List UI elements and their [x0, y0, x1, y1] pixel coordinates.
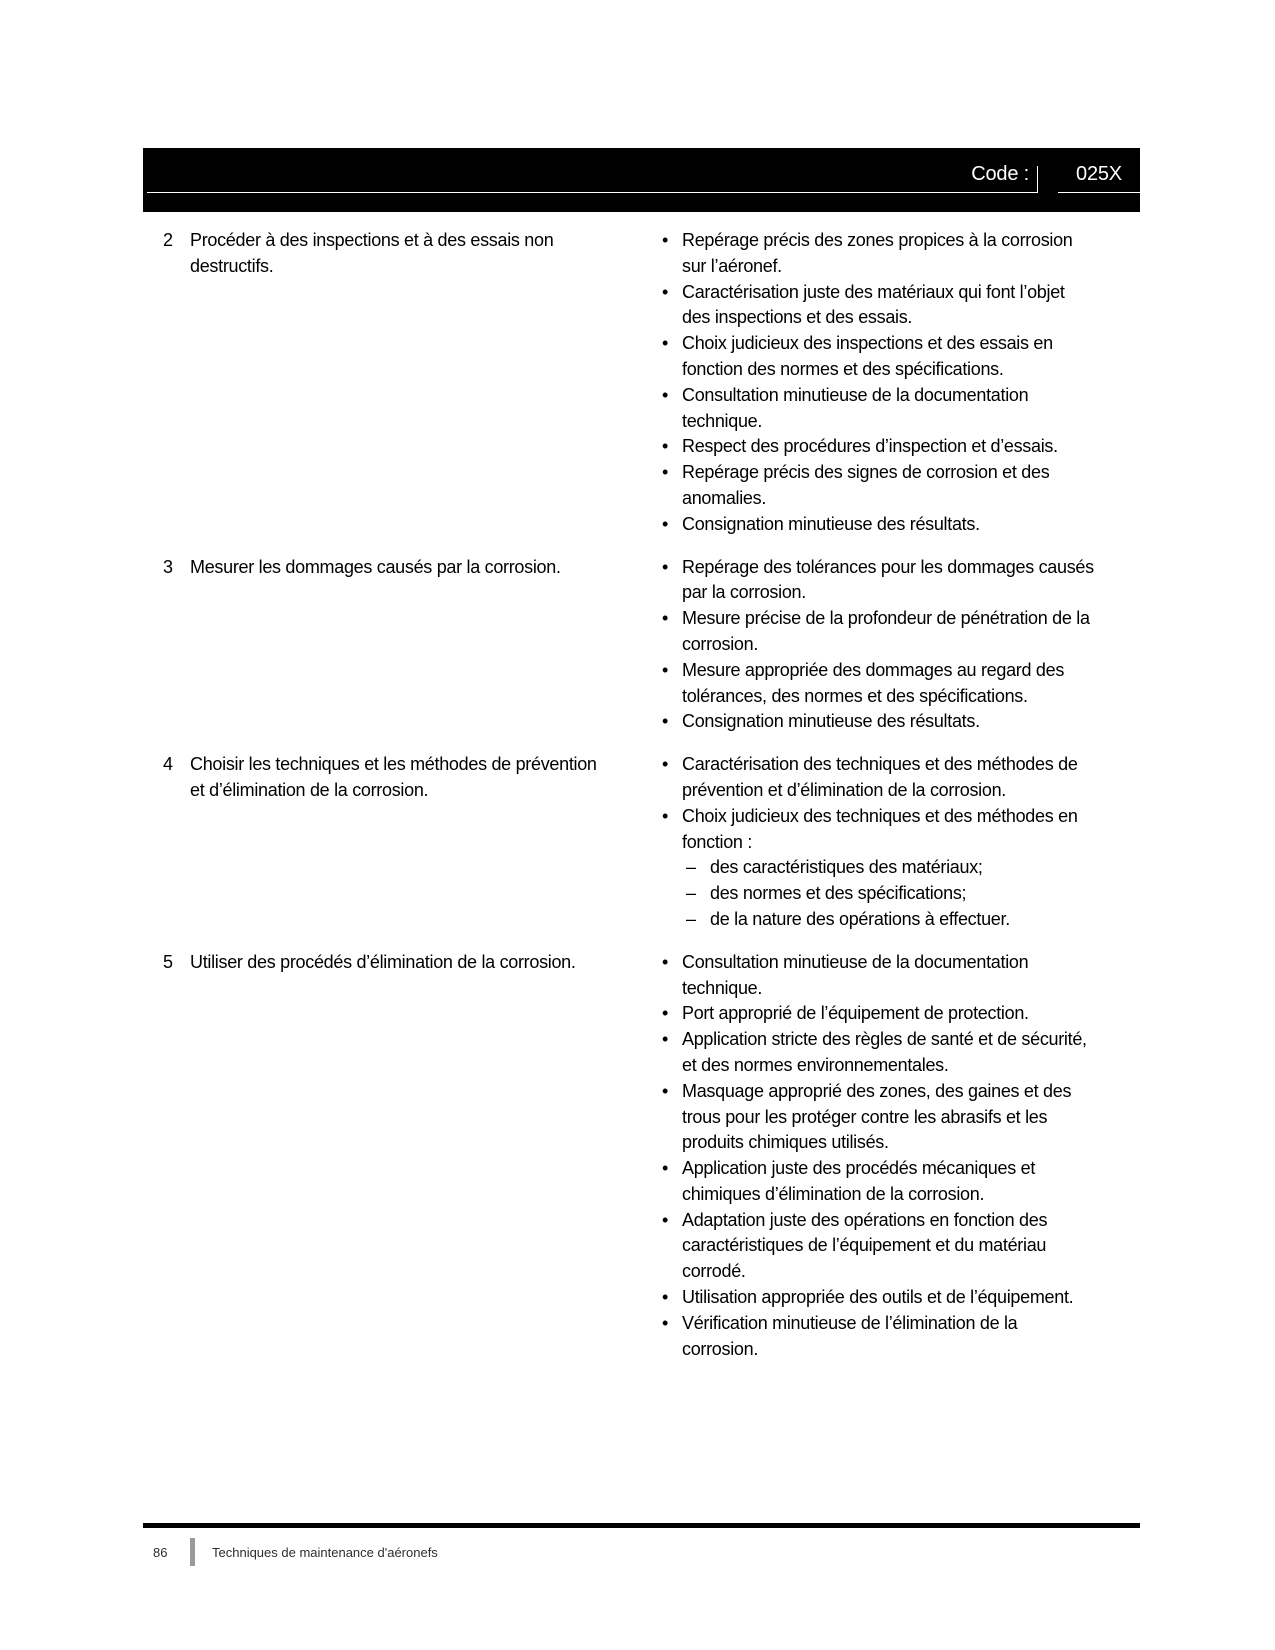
page-number: 86 [153, 1544, 168, 1560]
criterion-item: • Consultation minutieuse de la documentation technique. [660, 950, 1094, 1002]
task-cell [143, 752, 620, 933]
criterion-item: • Repérage précis des signes de corrosion et des anomalies. [660, 460, 1094, 512]
code-header-bar [143, 148, 1140, 212]
task-number: 4 [163, 754, 173, 775]
code-underline [147, 192, 1037, 193]
criteria-list [620, 228, 1094, 538]
criterion-item: • Utilisation appropriée des outils et de l’équipement. [660, 1285, 1094, 1311]
criterion-item: • Repérage précis des zones propices à la corrosion sur l’aéronef. [660, 228, 1094, 280]
criterion-sublist [682, 855, 1094, 932]
criterion-subitem: – des normes et des spécifications; [686, 881, 1094, 907]
criteria-list [620, 555, 1094, 736]
criteria-cell [620, 228, 1140, 538]
criterion-item: • Choix judicieux des techniques et des méthodes en fonction : – des caractéristiques des matériaux; – des normes et des spécifications; – de la nature des opérations à effectuer. [660, 804, 1094, 933]
criterion-item: • Respect des procédures d’inspection et d’essais. [660, 434, 1094, 460]
criterion-item: • Repérage des tolérances pour les dommages causés par la corrosion. [660, 555, 1094, 607]
criterion-item: • Port approprié de l’équipement de protection. [660, 1001, 1094, 1027]
task-row [143, 555, 1140, 736]
task-text: Utiliser des procédés d’élimination de la corrosion. [190, 951, 576, 972]
criteria-list [620, 752, 1094, 933]
criterion-item: • Choix judicieux des inspections et des essais en fonction des normes et des spécifications. [660, 331, 1094, 383]
criteria-cell [620, 752, 1140, 933]
criterion-item: • Consignation minutieuse des résultats. [660, 709, 1094, 735]
criterion-item: • Masquage approprié des zones, des gaines et des trous pour les protéger contre les abrasifs et les produits chimiques utilisés. [660, 1079, 1094, 1156]
criterion-item: • Consultation minutieuse de la documentation technique. [660, 383, 1094, 435]
task-cell [143, 950, 620, 1363]
criterion-subitem: – des caractéristiques des matériaux; [686, 855, 1094, 881]
task-row [143, 752, 1140, 933]
criterion-subitem: – de la nature des opérations à effectuer. [686, 907, 1094, 933]
criterion-item: • Consignation minutieuse des résultats. [660, 512, 1094, 538]
criterion-item: • Mesure appropriée des dommages au regard des tolérances, des normes et des spécifications. [660, 658, 1094, 710]
criterion-item: • Application juste des procédés mécaniques et chimiques d’élimination de la corrosion. [660, 1156, 1094, 1208]
doc-title: Techniques de maintenance d'aéronefs [212, 1544, 438, 1560]
task-text: Choisir les techniques et les méthodes de prévention et d’élimination de la corrosion. [190, 754, 597, 800]
task-number: 3 [163, 556, 173, 577]
criterion-item: • Application stricte des règles de santé et de sécurité, et des normes environnementales. [660, 1027, 1094, 1079]
task-rows [143, 228, 1140, 1379]
task-text: Procéder à des inspections et à des essais non destructifs. [190, 230, 554, 276]
task-cell [143, 228, 620, 538]
task-cell [143, 555, 620, 736]
code-field-tick [1037, 166, 1038, 193]
criteria-list [620, 950, 1094, 1363]
task-row [143, 950, 1140, 1363]
criterion-item: • Caractérisation juste des matériaux qui font l’objet des inspections et des essais. [660, 280, 1094, 332]
page-footer [153, 1538, 438, 1566]
task-row [143, 228, 1140, 538]
footer-rule [143, 1523, 1140, 1528]
footer-divider [190, 1538, 195, 1566]
criterion-item: • Adaptation juste des opérations en fonction des caractéristiques de l’équipement et du matériau corrodé. [660, 1208, 1094, 1285]
criterion-item: • Vérification minutieuse de l’élimination de la corrosion. [660, 1311, 1094, 1363]
criteria-cell [620, 950, 1140, 1363]
criterion-item: • Mesure précise de la profondeur de pénétration de la corrosion. [660, 606, 1094, 658]
code-label: Code : [971, 163, 1029, 185]
task-number: 2 [163, 230, 173, 250]
task-number: 5 [163, 951, 173, 972]
task-text: Mesurer les dommages causés par la corrosion. [190, 556, 561, 577]
criteria-cell [620, 555, 1140, 736]
code-value: 025X [1058, 163, 1140, 193]
criterion-item: • Caractérisation des techniques et des méthodes de prévention et d’élimination de la corrosion. [660, 752, 1094, 804]
